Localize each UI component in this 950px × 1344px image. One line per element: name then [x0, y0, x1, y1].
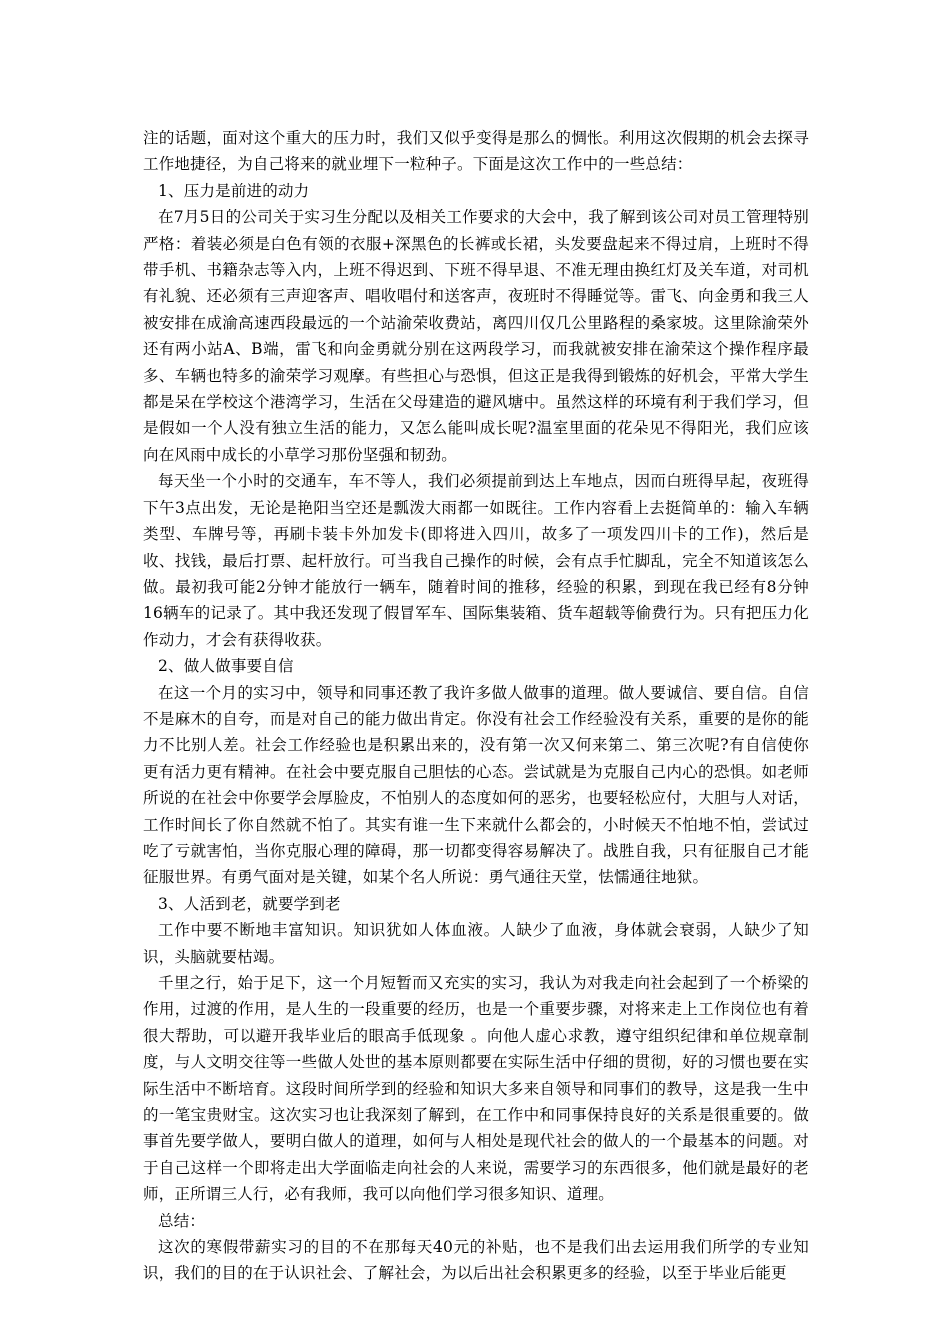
- paragraph-confidence: 在这一个月的实习中，领导和同事还教了我许多做人做事的道理。做人要诚信、要自信。自信不是麻木的自夸，而是对自己的能力做出肯定。你没有社会工作经验没有关系，重要的是你的能力不比别人差。社会工作经验也是积累出来的，没有第一次又何来第二、第三次呢?有自信使你更有活力更有精神。在社会中要克服自己胆怯的心态。尝试就是为克服自己内心的恐惧。如老师所说的在社会中你要学会厚脸皮，不怕别人的态度如何的恶劣，也要轻松应付，大胆与人对话，工作时间长了你自然就不怕了。其实有谁一生下来就什么都会的，小时候天不怕地不怕，尝试过吃了亏就害怕，当你克服心理的障碍，那一切都变得容易解决了。战胜自我，只有征服自己才能征服世界。有勇气面对是关键，如某个名人所说：勇气通往天堂，怯懦通往地狱。: [143, 683, 809, 887]
- section-heading-summary: 总结：: [158, 1211, 206, 1230]
- document-body: [143, 125, 809, 1287]
- paragraph-internship-reflection: 千里之行，始于足下，这一个月短暂而又充实的实习，我认为对我走向社会起到了一个桥梁的作用，过渡的作用，是人生的一段重要的经历，也是一个重要步骤，对将来走上工作岗位也有着很大帮助，可以避开我毕业后的眼高手低现象 。向他人虚心求教，遵守组织纪律和单位规章制度，与人文明交往等一些做人处世的基本原则都要在实际生活中仔细的贯彻，好的习惯也要在实际生活中不断培育。这段时间所学到的经验和知识大多来自领导和同事们的教导，这是我一生中的一笔宝贵财宝。这次实习也让我深刻了解到，在工作中和同事保持良好的关系是很重要的。做事首先要学做人，要明白做人的道理，如何与人相处是现代社会的做人的一个最基本的问题。对于自己这样一个即将走出大学面临走向社会的人来说，需要学习的东西很多，他们就是最好的老师，正所谓三人行，必有我师，我可以向他们学习很多知识、道理。: [143, 974, 809, 1204]
- paragraph-company-meeting: 在7月5日的公司关于实习生分配以及相关工作要求的大会中，我了解到该公司对员工管理特别严格：着装必须是白色有领的衣服+深黑色的长裤或长裙，头发要盘起来不得过肩，上班时不得带手机、书籍杂志等入内，上班不得迟到、下班不得早退、不准无理由换红灯及关车道，对司机有礼貌、还必须有三声迎客声、唱收唱付和送客声，夜班时不得睡觉等。雷飞、向金勇和我三人被安排在成渝高速西段最远的一个站渝荣收费站，离四川仅几公里路程的桑家坡。这里除渝荣外还有两小站A、B端，雷飞和向金勇就分别在这两段学习，而我就被安排在渝荣这个操作程序最多、车辆也特多的渝荣学习观摩。有些担心与恐惧，但这正是我得到锻炼的好机会，平常大学生都是呆在学校这个港湾学习，生活在父母建造的避风塘中。虽然这样的环境有利于我们学习，但是假如一个人没有独立生活的能力，又怎么能叫成长呢?温室里面的花朵见不得阳光，我们应该向在风雨中成长的小草学习那份坚强和韧劲。: [143, 208, 809, 464]
- section-heading-confidence: 2、做人做事要自信: [158, 657, 294, 676]
- paragraph-intro-continuation: 注的话题，面对这个重大的压力时，我们又似乎变得是那么的惆怅。利用这次假期的机会去探寻工作地捷径，为自己将来的就业埋下一粒种子。下面是这次工作中的一些总结：: [143, 129, 809, 174]
- section-heading-pressure: 1、压力是前进的动力: [158, 181, 310, 200]
- section-heading-lifelong-learning: 3、人活到老，就要学到老: [158, 894, 341, 913]
- paragraph-daily-work: 每天坐一个小时的交通车，车不等人，我们必须提前到达上车地点，因而白班得早起，夜班得下午3点出发，无论是艳阳当空还是瓢泼大雨都一如既往。工作内容看上去挺简单的：输入车辆类型、车牌号等，再刷卡装卡外加发卡(即将进入四川，故多了一项发四川卡的工作)，然后是收、找钱，最后打票、起杆放行。可当我自己操作的时候，会有点手忙脚乱，完全不知道该怎么做。最初我可能2分钟才能放行一辆车，随着时间的推移，经验的积累，到现在我已经有8分钟16辆车的记录了。其中我还发现了假冒军车、国际集装箱、货车超载等偷费行为。只有把压力化作动力，才会有获得收获。: [143, 472, 809, 649]
- paragraph-summary: 这次的寒假带薪实习的目的不在那每天40元的补贴，也不是我们出去运用我们所学的专业知识，我们的目的在于认识社会、了解社会，为以后出社会积累更多的经验，以至于毕业后能更: [143, 1238, 809, 1283]
- paragraph-knowledge: 工作中要不断地丰富知识。知识犹如人体血液。人缺少了血液，身体就会衰弱，人缺少了知识，头脑就要枯竭。: [143, 921, 809, 966]
